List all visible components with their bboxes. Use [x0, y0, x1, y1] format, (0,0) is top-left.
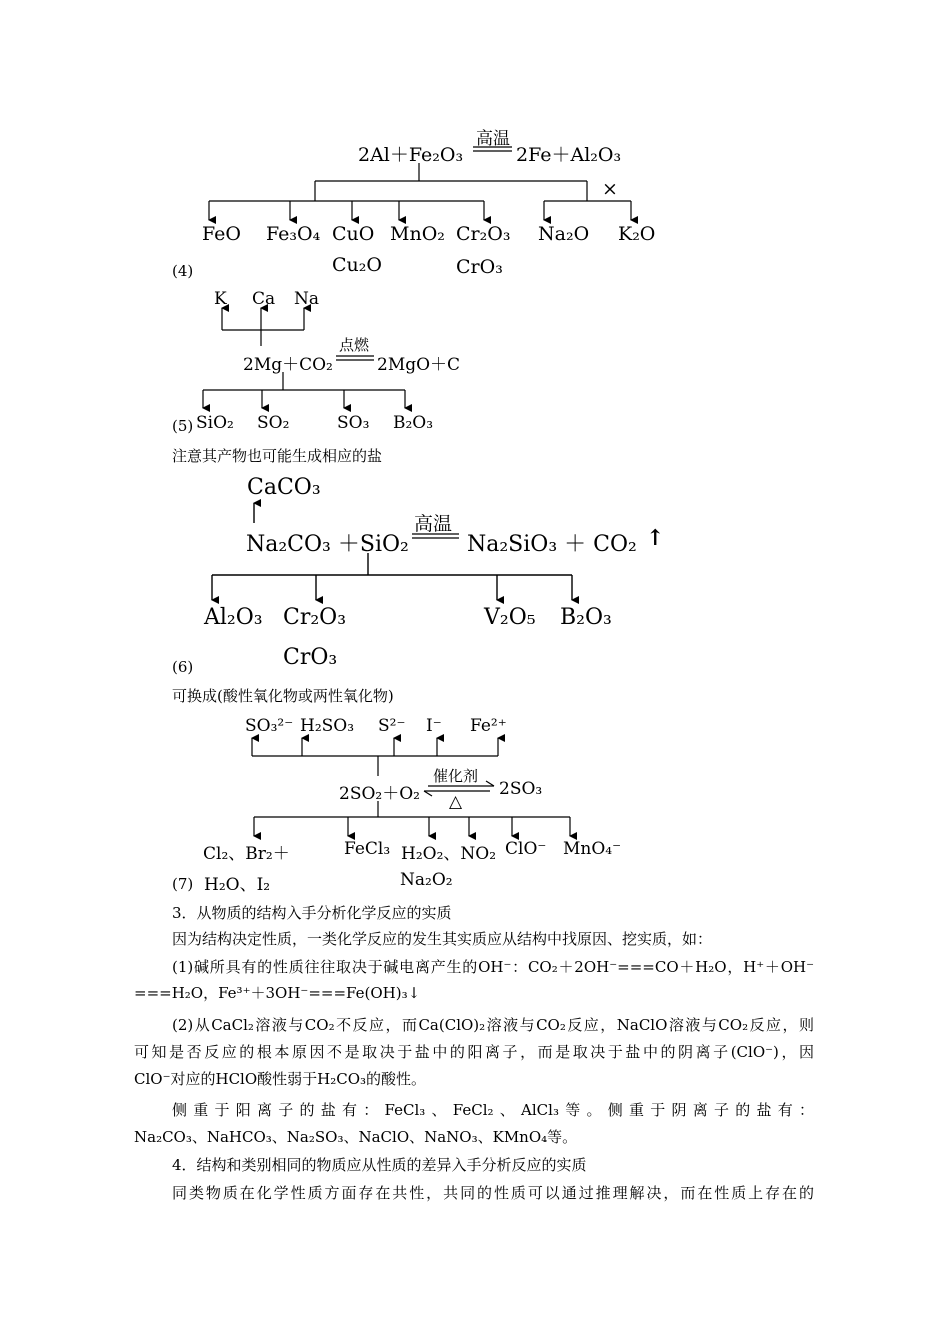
label-5: (5): [172, 417, 194, 435]
paragraph-3-line-2: 可知是否反应的根本原因不是取决于盐中的阳离子，而是取决于盐中的阴离子(ClO⁻)，因: [134, 1043, 814, 1061]
product-k2o: K₂O: [618, 223, 656, 245]
product-al2o3: Al₂O₃: [204, 605, 263, 630]
eq7-left: 2SO₂＋O₂: [339, 784, 420, 804]
ion-h2so3: H₂SO₃: [300, 716, 355, 736]
eq4-condition: 高温: [476, 129, 510, 149]
eq7-heat: △: [449, 792, 463, 812]
product-fe3o4: Fe₃O₄: [266, 223, 321, 245]
note-5: 注意其产物也可能生成相应的盐: [172, 447, 383, 465]
reagent-fecl3: FeCl₃: [344, 839, 391, 859]
eq4-left: 2Al＋Fe₂O₃: [358, 144, 464, 166]
metal-na: Na: [294, 289, 320, 309]
reagent-cl2-br2: Cl₂、Br₂＋: [203, 844, 290, 864]
eq6-right: Na₂SiO₃ ＋ CO₂: [467, 532, 637, 557]
label-4: (4): [172, 262, 194, 280]
eq6-condition: 高温: [414, 513, 453, 535]
product-cro3-6: CrO₃: [283, 645, 338, 670]
product-sio2: SiO₂: [196, 413, 234, 433]
eq7-catalyst: 催化剂: [433, 767, 479, 785]
cross-mark: ×: [602, 178, 618, 200]
product-cu2o: Cu₂O: [332, 254, 382, 276]
label-6: (6): [172, 658, 194, 676]
note-6: 可换成(酸性氧化物或两性氧化物): [172, 687, 394, 705]
paragraph-3-line-1: (2)从CaCl₂溶液与CO₂不反应，而Ca(ClO)₂溶液与CO₂反应，NaClO溶液与CO₂反应，则: [172, 1016, 814, 1034]
eq6-left: Na₂CO₃ ＋SiO₂: [246, 532, 409, 557]
product-b2o3-6: B₂O₃: [560, 605, 612, 630]
eq5-right: 2MgO＋C: [377, 355, 461, 375]
reagent-h2o-i2: H₂O、I₂: [204, 875, 271, 895]
ion-i: I⁻: [426, 716, 442, 736]
paragraph-3-line-3: ClO⁻对应的HClO酸性弱于H₂CO₃的酸性。: [134, 1070, 427, 1088]
reagent-na2o2: Na₂O₂: [400, 870, 453, 890]
paragraph-2-line-1: (1)碱所具有的性质往往取决于碱电离产生的OH⁻：CO₂＋2OH⁻===CO＋H₂O，H⁺＋OH⁻: [172, 958, 814, 976]
reagent-h2o2-no2: H₂O₂、NO₂: [401, 844, 497, 864]
metal-ca: Ca: [252, 289, 276, 309]
reagent-mno4: MnO₄⁻: [563, 839, 622, 859]
eq5-left: 2Mg＋CO₂: [243, 355, 333, 375]
product-mno2: MnO₂: [390, 223, 445, 245]
product-so2: SO₂: [257, 413, 290, 433]
eq7-right: 2SO₃: [499, 779, 543, 799]
product-v2o5: V₂O₅: [484, 605, 536, 630]
eq6-top: CaCO₃: [247, 475, 321, 500]
product-feo: FeO: [202, 223, 241, 245]
paragraph-2-line-2: ===H₂O，Fe³⁺＋3OH⁻===Fe(OH)₃↓: [134, 984, 421, 1002]
metal-k: K: [214, 289, 227, 309]
eq5-condition: 点燃: [339, 336, 370, 354]
product-b2o3: B₂O₃: [393, 413, 434, 433]
gas-up-arrow: ↑: [646, 525, 665, 551]
paragraph-4-line-2: Na₂CO₃、NaHCO₃、Na₂SO₃、NaClO、NaNO₃、KMnO₄等。: [134, 1128, 578, 1146]
product-cr2o3-6: Cr₂O₃: [283, 605, 347, 630]
product-cuo: CuO: [332, 223, 375, 245]
product-so3: SO₃: [337, 413, 370, 433]
ion-s: S²⁻: [378, 716, 406, 736]
product-cr2o3: Cr₂O₃: [456, 223, 511, 245]
product-cro3: CrO₃: [456, 256, 503, 278]
heading-3: 3．从物质的结构入手分析化学反应的实质: [172, 904, 452, 922]
heading-4: 4．结构和类别相同的物质应从性质的差异入手分析反应的实质: [172, 1156, 587, 1174]
reagent-clo: ClO⁻: [505, 839, 547, 859]
ion-fe: Fe²⁺: [470, 716, 507, 736]
paragraph-5: 同类物质在化学性质方面存在共性，共同的性质可以通过推理解决，而在性质上存在的: [172, 1184, 814, 1202]
paragraph-1: 因为结构决定性质，一类化学反应的发生其实质应从结构中找原因、挖实质，如：: [172, 930, 713, 948]
product-na2o: Na₂O: [538, 223, 590, 245]
ion-so3: SO₃²⁻: [245, 716, 294, 736]
eq4-right: 2Fe＋Al₂O₃: [516, 144, 622, 166]
paragraph-4-line-1: 侧重于阳离子的盐有：FeCl₃、FeCl₂、AlCl₃等。侧重于阴离子的盐有：: [172, 1101, 814, 1119]
label-7: (7): [172, 875, 194, 893]
